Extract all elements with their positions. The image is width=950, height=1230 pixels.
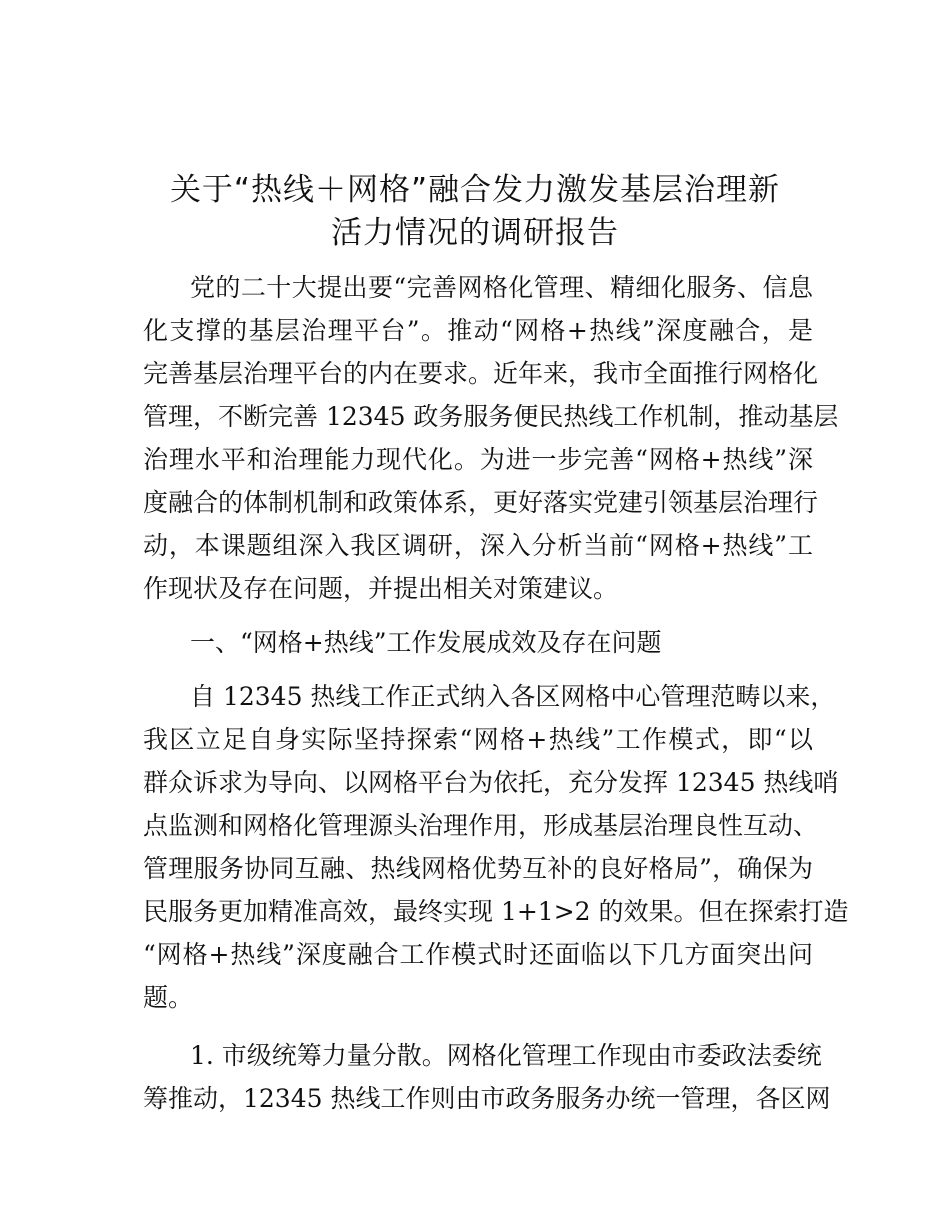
document-title-line-1: 关于“热线＋网格”融合发力激发基层治理新: [169, 172, 781, 208]
paragraph-1-line: 化支撑的基层治理平台”。推动“网格+热线”深度融合，是: [143, 316, 813, 345]
paragraph-3-line: 1. 市级统筹力量分散。网格化管理工作现由市委政法委统: [190, 1041, 822, 1070]
paragraph-1-line: 作现状及存在问题，并提出相关对策建议。: [143, 574, 619, 603]
paragraph-2-line: 我区立足自身实际坚持探索“网格+热线”工作模式，即“以: [143, 725, 813, 754]
paragraph-1-line: 党的二十大提出要“完善网格化管理、精细化服务、信息: [190, 273, 813, 302]
paragraph-1-line: 完善基层治理平台的内在要求。近年来，我市全面推行网格化: [143, 359, 819, 388]
paragraph-2-line: 群众诉求为导向、以网格平台为依托，充分发挥 12345 热线哨: [143, 768, 839, 797]
paragraph-2-line: 题。: [143, 983, 194, 1012]
paragraph-2-line: 点监测和网格化管理源头治理作用，形成基层治理良性互动、: [143, 811, 819, 840]
paragraph-2-line: “网格+热线”深度融合工作模式时还面临以下几方面突出问: [143, 940, 813, 969]
paragraph-2-line: 管理服务协同互融、热线网格优势互补的良好格局”，确保为: [143, 854, 813, 883]
section-1-heading: 一、“网格+热线”工作发展成效及存在问题: [190, 628, 662, 657]
paragraph-1-line: 度融合的体制机制和政策体系，更好落实党建引领基层治理行: [143, 488, 819, 517]
paragraph-2-line: 民服务更加精准高效，最终实现 1+1>2 的效果。但在探索打造: [143, 897, 849, 926]
paragraph-1-line: 管理，不断完善 12345 政务服务便民热线工作机制，推动基层: [143, 402, 839, 431]
paragraph-2-line: 自 12345 热线工作正式纳入各区网格中心管理范畴以来，: [190, 682, 836, 711]
paragraph-3-line: 筹推动，12345 热线工作则由市政务服务办统一管理，各区网: [143, 1084, 831, 1113]
document-title-line-2: 活力情况的调研报告: [331, 215, 619, 251]
paragraph-1-line: 治理水平和治理能力现代化。为进一步完善“网格+热线”深: [143, 445, 813, 474]
paragraph-1-line: 动，本课题组深入我区调研，深入分析当前“网格+热线”工: [143, 531, 813, 560]
